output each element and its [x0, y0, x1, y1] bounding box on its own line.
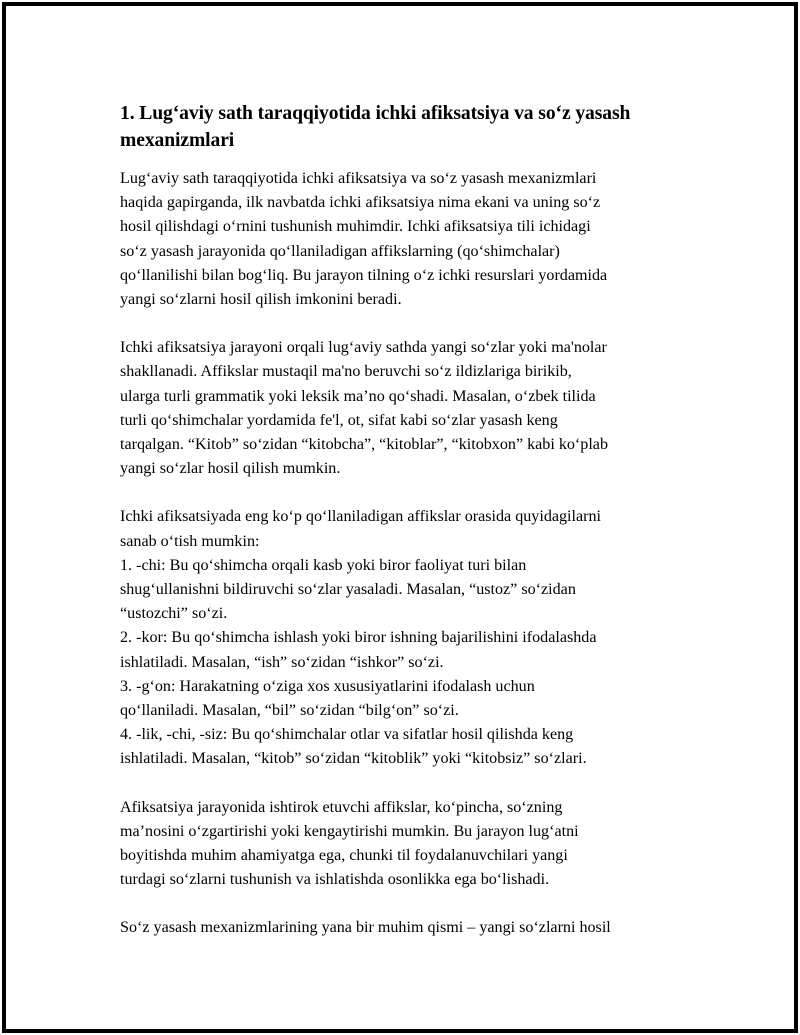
document-content — [120, 100, 700, 965]
paragraph — [120, 167, 700, 312]
list-item-line: 1. -chi: Bu qo‘shimcha orqali kasb yoki biror faoliyat turi bilan — [120, 556, 527, 574]
text-line: sanab o‘tish mumkin: — [120, 532, 260, 550]
text-line: Ichki afiksatsiya jarayoni orqali lug‘aviy sathda yangi so‘zlar yoki ma'nolar — [120, 339, 607, 357]
list-item-line: qo‘llaniladi. Masalan, “bil” so‘zidan “bilg‘on” so‘zi. — [120, 702, 459, 720]
text-line: tarqalgan. “Kitob” so‘zidan “kitobcha”, “kitoblar”, “kitobxon” kabi ko‘plab — [120, 436, 608, 454]
text-line: yangi so‘zlarni hosil qilish imkonini beradi. — [120, 291, 402, 309]
text-line: yangi so‘zlar hosil qilish mumkin. — [120, 460, 341, 478]
text-line: boyitishda muhim ahamiyatga ega, chunki til foydalanuvchilari yangi — [120, 847, 568, 865]
text-line: Afiksatsiya jarayonida ishtirok etuvchi affikslar, ko‘pincha, so‘zning — [120, 798, 563, 816]
text-line: hosil qilishdagi o‘rnini tushunish muhimdir. Ichki afiksatsiya tili ichidagi — [120, 218, 591, 236]
text-line: ularga turli grammatik yoki leksik ma’no qo‘shadi. Masalan, o‘zbek tilida — [120, 387, 596, 405]
text-line: turli qo‘shimchalar yordamida fe'l, ot, sifat kabi so‘zlar yasash keng — [120, 411, 558, 429]
text-line: ma’nosini o‘zgartirishi yoki kengaytirishi mumkin. Bu jarayon lug‘atni — [120, 822, 579, 840]
text-line: shakllanadi. Affikslar mustaqil ma'no beruvchi so‘z ildizlariga birikib, — [120, 363, 572, 381]
paragraph — [120, 505, 700, 771]
title-line: mexanizmlari — [120, 130, 235, 151]
list-item-line: “ustozchi” so‘zi. — [120, 605, 228, 623]
text-line: So‘z yasash mexanizmlarining yana bir muhim qismi – yangi so‘zlarni hosil — [120, 919, 611, 937]
text-line: haqida gapirganda, ilk navbatda ichki afiksatsiya nima ekani va uning so‘z — [120, 194, 601, 212]
list-item-line: 4. -lik, -chi, -siz: Bu qo‘shimchalar otlar va sifatlar hosil qilishda keng — [120, 726, 574, 744]
list-item-line: shug‘ullanishni bildiruvchi so‘zlar yasaladi. Masalan, “ustoz” so‘zidan — [120, 581, 576, 599]
text-line: qo‘llanilishi bilan bog‘liq. Bu jarayon tilning o‘z ichki resurslari yordamida — [120, 266, 608, 284]
text-line: Ichki afiksatsiyada eng ko‘p qo‘llaniladigan affikslar orasida quyidagilarni — [120, 508, 602, 526]
list-item-line: ishlatiladi. Masalan, “kitob” so‘zidan “kitoblik” yoki “kitobsiz” so‘zlari. — [120, 750, 587, 768]
list-item-line: 2. -kor: Bu qo‘shimcha ishlash yoki biror ishning bajarilishini ifodalashda — [120, 629, 597, 647]
paragraph — [120, 796, 700, 893]
page-frame — [2, 2, 798, 1033]
title-line: 1. Lug‘aviy sath taraqqiyotida ichki afiksatsiya va so‘z yasash — [120, 103, 631, 124]
list-item-line: ishlatiladi. Masalan, “ish” so‘zidan “ishkor” so‘zi. — [120, 653, 444, 671]
text-line: turdagi so‘zlarni tushunish va ishlatishda osonlikka ega bo‘lishadi. — [120, 871, 550, 889]
text-line: Lug‘aviy sath taraqqiyotida ichki afiksatsiya va so‘z yasash mexanizmlari — [120, 170, 597, 187]
text-line: so‘z yasash jarayonida qo‘llaniladigan affikslarning (qo‘shimchalar) — [120, 242, 560, 260]
paragraph — [120, 336, 700, 481]
document-title — [120, 100, 700, 154]
list-item-line: 3. -g‘on: Harakatning o‘ziga xos xususiyatlarini ifodalash uchun — [120, 677, 535, 695]
paragraph — [120, 916, 700, 940]
